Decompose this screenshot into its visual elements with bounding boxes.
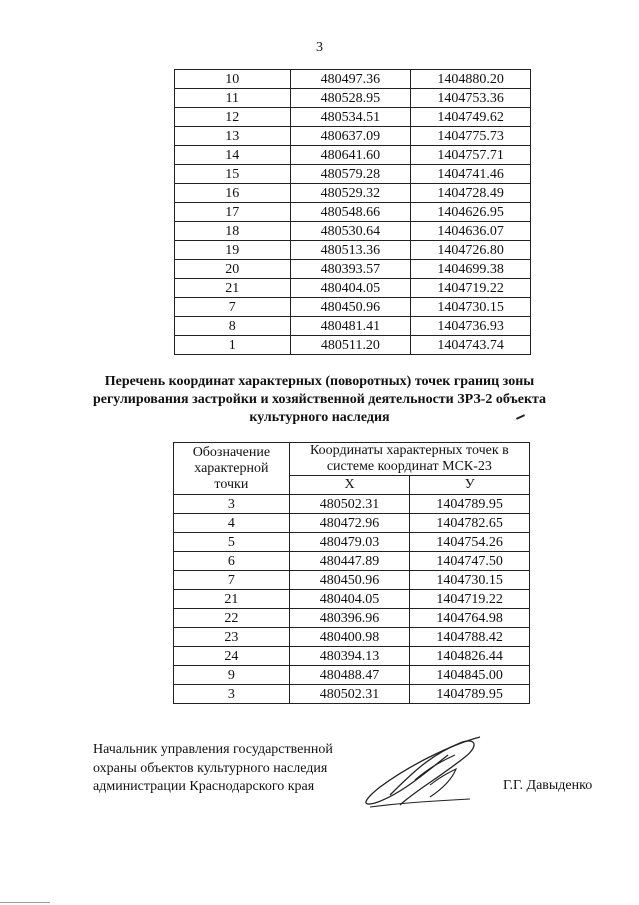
- table-row: [174, 666, 530, 685]
- x-coordinate-cell: 480637.09: [290, 127, 411, 146]
- table-row: [175, 89, 531, 108]
- table-row: [175, 203, 531, 222]
- y-coordinate-cell: 1404726.80: [411, 241, 531, 260]
- y-coordinate-cell: 1404775.73: [411, 127, 531, 146]
- y-coordinate-cell: 1404728.49: [411, 184, 531, 203]
- signer-position-line: Начальник управления государственной: [93, 742, 333, 757]
- table-row: [174, 685, 530, 704]
- y-coordinate-cell: 1404699.38: [411, 260, 531, 279]
- table-row: [175, 184, 531, 203]
- y-coordinate-cell: 1404736.93: [411, 317, 531, 336]
- point-number-cell: 24: [174, 647, 290, 666]
- table-row: [175, 222, 531, 241]
- table-row: [174, 495, 530, 514]
- point-number-cell: 13: [175, 127, 291, 146]
- x-coordinate-cell: 480450.96: [290, 298, 411, 317]
- y-coordinate-cell: 1404782.65: [410, 514, 530, 533]
- point-number-cell: 7: [175, 298, 291, 317]
- y-coordinate-cell: 1404719.22: [411, 279, 531, 298]
- section-title: [60, 373, 579, 427]
- x-coordinate-cell: 480396.96: [289, 609, 410, 628]
- table-row: [175, 108, 531, 127]
- point-number-cell: 18: [175, 222, 291, 241]
- y-coordinate-cell: 1404845.00: [410, 666, 530, 685]
- point-header-line: характерной: [194, 460, 269, 476]
- table-row: [174, 571, 530, 590]
- point-number-cell: 12: [175, 108, 291, 127]
- handwritten-signature: [330, 725, 500, 815]
- x-coordinate-cell: 480641.60: [290, 146, 411, 165]
- y-coordinate-cell: 1404719.22: [410, 590, 530, 609]
- point-number-cell: 6: [174, 552, 290, 571]
- point-number-cell: 15: [175, 165, 291, 184]
- table-row: [175, 70, 531, 89]
- point-number-cell: 23: [174, 628, 290, 647]
- table-row: [175, 260, 531, 279]
- x-coordinate-cell: 480479.03: [289, 533, 410, 552]
- point-number-cell: 3: [174, 495, 290, 514]
- x-coordinate-cell: 480404.05: [290, 279, 411, 298]
- point-number-cell: 21: [175, 279, 291, 298]
- point-number-cell: 4: [174, 514, 290, 533]
- signer-position-line: администрации Краснодарского края: [93, 779, 315, 794]
- table-row: [175, 336, 531, 355]
- y-coordinate-cell: 1404730.15: [410, 571, 530, 590]
- point-number-cell: 17: [175, 203, 291, 222]
- section-title-line-3: культурного наследия: [249, 410, 390, 425]
- x-coordinate-cell: 480529.32: [290, 184, 411, 203]
- zrz2-coordinates-table: [173, 442, 530, 704]
- point-number-cell: 10: [175, 70, 291, 89]
- table-row: [175, 317, 531, 336]
- page-number: 3: [316, 40, 323, 55]
- signer-position-line: охраны объектов культурного наследия: [93, 760, 328, 776]
- table-row: [175, 165, 531, 184]
- coordinates-header: [289, 443, 529, 476]
- point-number-cell: 21: [174, 590, 290, 609]
- x-column-header: Х: [289, 476, 410, 495]
- y-coordinate-cell: 1404754.26: [410, 533, 530, 552]
- point-number-cell: 9: [174, 666, 290, 685]
- x-coordinate-cell: 480481.41: [290, 317, 411, 336]
- x-coordinate-cell: 480447.89: [289, 552, 410, 571]
- section-title-line-1: Перечень координат характерных (поворотных) точек границ зоны: [104, 374, 535, 389]
- y-coordinate-cell: 1404826.44: [410, 647, 530, 666]
- x-coordinate-cell: 480472.96: [289, 514, 410, 533]
- x-coordinate-cell: 480404.05: [289, 590, 410, 609]
- y-coordinate-cell: 1404626.95: [411, 203, 531, 222]
- x-coordinate-cell: 480502.31: [289, 685, 410, 704]
- x-coordinate-cell: 480513.36: [290, 241, 411, 260]
- point-number-cell: 3: [174, 685, 290, 704]
- table-row: [174, 590, 530, 609]
- coordinates-table-continued: [174, 69, 531, 355]
- signer-name: Г.Г. Давыденко: [503, 778, 593, 793]
- y-coordinate-cell: 1404880.20: [411, 70, 531, 89]
- x-coordinate-cell: 480502.31: [289, 495, 410, 514]
- y-coordinate-cell: 1404764.98: [410, 609, 530, 628]
- point-number-cell: 16: [175, 184, 291, 203]
- x-coordinate-cell: 480511.20: [290, 336, 411, 355]
- section-title-line-2: регулирования застройки и хозяйственной деятельности ЗРЗ-2 объекта: [92, 392, 547, 407]
- scan-edge-mark: [0, 902, 50, 903]
- y-coordinate-cell: 1404788.42: [410, 628, 530, 647]
- point-number-cell: 7: [174, 571, 290, 590]
- x-coordinate-cell: 480548.66: [290, 203, 411, 222]
- table-header-row: [174, 443, 530, 476]
- y-coordinate-cell: 1404757.71: [411, 146, 531, 165]
- table-row: [174, 533, 530, 552]
- point-number-cell: 11: [175, 89, 291, 108]
- point-header-line: точки: [214, 476, 249, 492]
- point-number-cell: 20: [175, 260, 291, 279]
- y-coordinate-cell: 1404789.95: [410, 685, 530, 704]
- y-coordinate-cell: 1404741.46: [411, 165, 531, 184]
- table-row: [175, 298, 531, 317]
- point-number-cell: 22: [174, 609, 290, 628]
- point-number-cell: 14: [175, 146, 291, 165]
- point-number-cell: 1: [175, 336, 291, 355]
- table-row: [174, 552, 530, 571]
- table-row: [175, 241, 531, 260]
- x-coordinate-cell: 480579.28: [290, 165, 411, 184]
- x-coordinate-cell: 480497.36: [290, 70, 411, 89]
- y-coordinate-cell: 1404743.74: [411, 336, 531, 355]
- x-coordinate-cell: 480528.95: [290, 89, 411, 108]
- y-column-header: У: [410, 476, 530, 495]
- table-row: [174, 609, 530, 628]
- x-coordinate-cell: 480394.13: [289, 647, 410, 666]
- y-coordinate-cell: 1404749.62: [411, 108, 531, 127]
- x-coordinate-cell: 480534.51: [290, 108, 411, 127]
- y-coordinate-cell: 1404730.15: [411, 298, 531, 317]
- point-number-cell: 5: [174, 533, 290, 552]
- y-coordinate-cell: 1404753.36: [411, 89, 531, 108]
- table-row: [175, 127, 531, 146]
- table-row: [174, 628, 530, 647]
- y-coordinate-cell: 1404789.95: [410, 495, 530, 514]
- point-designation-header: [174, 443, 290, 495]
- x-coordinate-cell: 480400.98: [289, 628, 410, 647]
- point-number-cell: 8: [175, 317, 291, 336]
- coords-header-line: системе координат МСК-23: [326, 459, 492, 474]
- y-coordinate-cell: 1404747.50: [410, 552, 530, 571]
- x-coordinate-cell: 480530.64: [290, 222, 411, 241]
- y-coordinate-cell: 1404636.07: [411, 222, 531, 241]
- table-row: [174, 647, 530, 666]
- x-coordinate-cell: 480450.96: [289, 571, 410, 590]
- coords-header-line: Координаты характерных точек в: [309, 443, 509, 458]
- table-row: [175, 279, 531, 298]
- table-row: [175, 146, 531, 165]
- point-header-line: Обозначение: [192, 444, 271, 460]
- point-number-cell: 19: [175, 241, 291, 260]
- x-coordinate-cell: 480393.57: [290, 260, 411, 279]
- x-coordinate-cell: 480488.47: [289, 666, 410, 685]
- table-row: [174, 514, 530, 533]
